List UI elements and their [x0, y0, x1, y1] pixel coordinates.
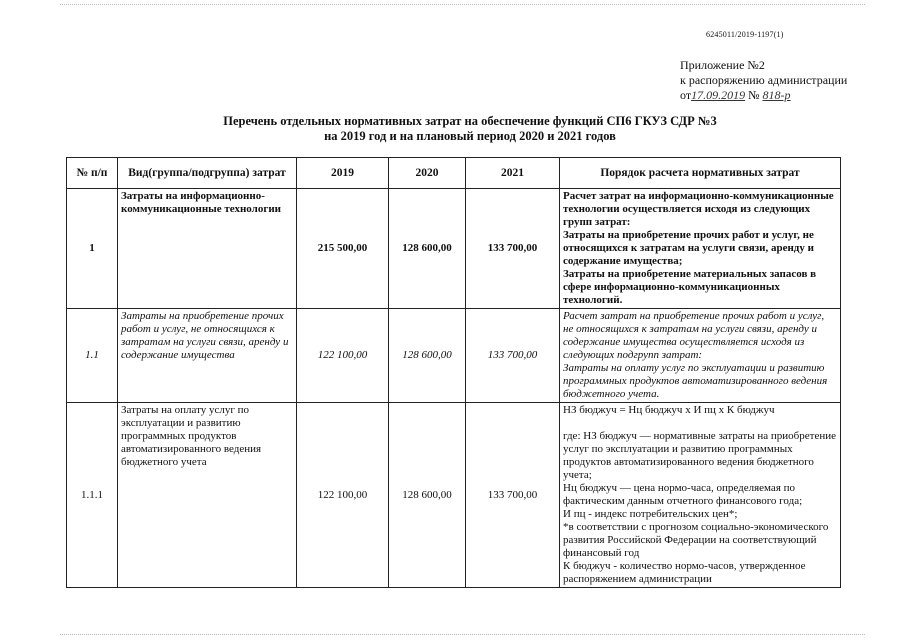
row-type: Затраты на оплату услуг по эксплуатации и развитию программных продуктов автоматизированного ведения бюджетного учета	[118, 403, 297, 588]
annex-date-number	[680, 88, 847, 103]
annex-number-label: №	[748, 88, 760, 102]
row-value-2020: 128 600,00	[389, 309, 466, 403]
annex-from-label: от	[680, 88, 692, 102]
title-line-1: Перечень отдельных нормативных затрат на обеспечение функций СП6 ГКУЗ СДР №3	[223, 114, 717, 128]
annex-title: Приложение №2	[680, 58, 765, 72]
scan-edge-bottom	[60, 634, 865, 636]
table-row	[67, 403, 841, 588]
row-type: Затраты на информационно-коммуникационные технологии	[118, 189, 297, 309]
row-method	[560, 309, 841, 403]
row-value-2019: 122 100,00	[297, 309, 389, 403]
row-num: 1.1.1	[67, 403, 118, 588]
norm-costs-table	[66, 157, 841, 588]
handwritten-number: 818-р	[762, 88, 791, 102]
row-value-2019: 122 100,00	[297, 403, 389, 588]
method-line: Затраты на приобретение прочих работ и услуг, не относящихся к затратам на услуги связи, аренду и содержание имущества;	[563, 229, 814, 267]
row-value-2019: 215 500,00	[297, 189, 389, 309]
annex-line2: к распоряжению администрации	[680, 73, 848, 87]
method-line: где: НЗ бюджуч — нормативные затраты на приобретение услуг по эксплуатации и развитию программных продуктов автоматизированного ведения бюджетного учета;	[563, 430, 836, 481]
method-line: *в соответствии с прогнозом социально-экономического развития Российской Федерации на соответствующий финансовый год	[563, 521, 829, 559]
header-type: Вид(группа/подгруппа) затрат	[118, 158, 297, 189]
table-header-row	[67, 158, 841, 189]
registration-number: 6245011/2019-1197(1)	[706, 30, 784, 39]
scan-edge-top	[60, 4, 865, 6]
header-num: № п/п	[67, 158, 118, 189]
row-method	[560, 189, 841, 309]
header-2020: 2020	[389, 158, 466, 189]
annex-block	[680, 58, 847, 103]
method-line: Расчет затрат на информационно-коммуникационные технологии осуществляется исходя из следующих групп затрат:	[563, 190, 834, 228]
handwritten-date: 17.09.2019	[691, 88, 746, 102]
header-method: Порядок расчета нормативных затрат	[560, 158, 841, 189]
method-line: Затраты на оплату услуг по эксплуатации и развитию программных продуктов автоматизированного ведения бюджетного учета.	[563, 362, 828, 400]
method-line: Расчет затрат на приобретение прочих работ и услуг, не относящихся к затратам на услуги связи, аренду и содержание имущества осуществляется исходя из следующих подгрупп затрат:	[563, 310, 825, 361]
method-line: Нц бюджуч — цена нормо-часа, определяемая по фактическим данным отчетного финансового года;	[563, 482, 803, 507]
row-value-2021: 133 700,00	[466, 403, 560, 588]
table-row	[67, 189, 841, 309]
row-value-2020: 128 600,00	[389, 403, 466, 588]
row-value-2020: 128 600,00	[389, 189, 466, 309]
row-value-2021: 133 700,00	[466, 189, 560, 309]
row-value-2021: 133 700,00	[466, 309, 560, 403]
row-num: 1.1	[67, 309, 118, 403]
table-row	[67, 309, 841, 403]
row-type: Затраты на приобретение прочих работ и услуг, не относящихся к затратам на услуги связи, аренду и содержание имущества	[118, 309, 297, 403]
document-title	[100, 114, 840, 144]
method-line: К бюджуч - количество нормо-часов, утвержденное распоряжением администрации	[563, 560, 806, 585]
row-method	[560, 403, 841, 588]
row-num: 1	[67, 189, 118, 309]
spacer	[563, 417, 837, 430]
method-line: И пц - индекс потребительских цен*;	[563, 508, 738, 520]
title-line-2: на 2019 год и на плановый период 2020 и 2021 годов	[324, 129, 616, 143]
method-line: Затраты на приобретение материальных запасов в сфере информационно-коммуникационных технологий.	[563, 268, 817, 306]
header-2019: 2019	[297, 158, 389, 189]
header-2021: 2021	[466, 158, 560, 189]
formula: НЗ бюджуч = Нц бюджуч х И пц х К бюджуч	[563, 404, 775, 416]
